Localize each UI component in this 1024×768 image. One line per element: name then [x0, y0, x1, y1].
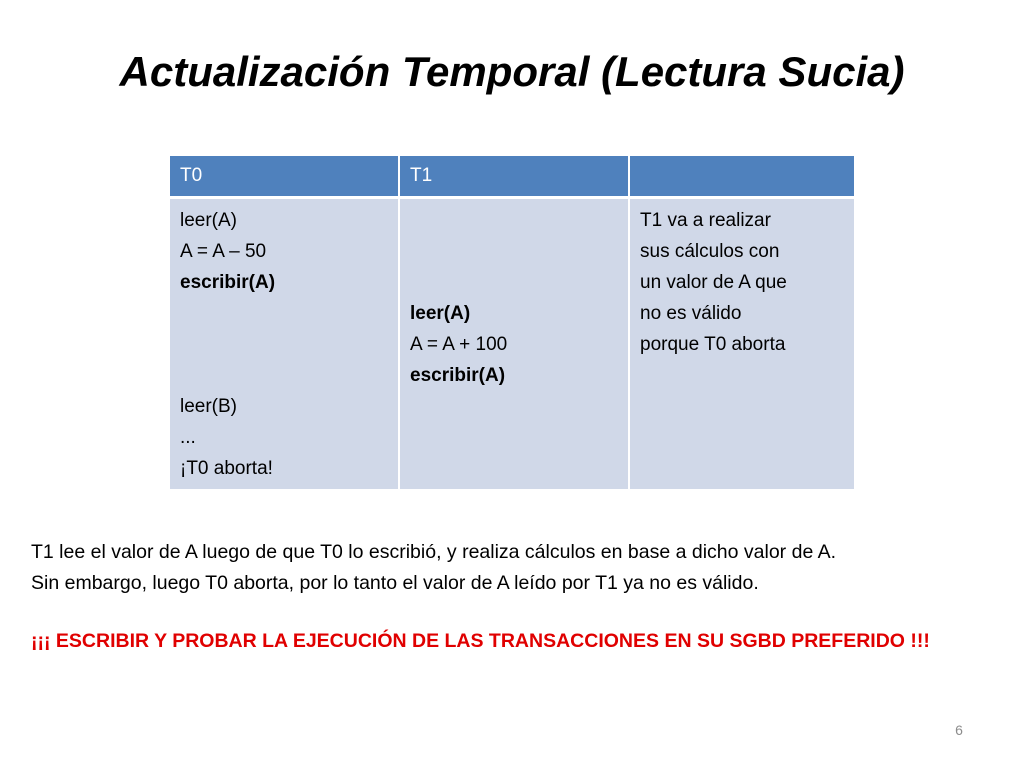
- header-notes: [630, 156, 854, 199]
- slide-title: Actualización Temporal (Lectura Sucia): [119, 48, 905, 95]
- header-t0: T0: [170, 156, 400, 199]
- note-cell: [630, 199, 854, 489]
- explanation-line-1: T1 lee el valor de A luego de que T0 lo escribió, y realiza cálculos en base a dicho valor de A.: [31, 541, 837, 563]
- note-line: porque T0 aborta: [640, 334, 786, 355]
- explanation-text: [31, 537, 1011, 599]
- note-line: sus cálculos con: [640, 241, 780, 262]
- t0-line: escribir(A): [180, 272, 276, 293]
- header-t1: T1: [400, 156, 630, 199]
- explanation-line-2: Sin embargo, luego T0 aborta, por lo tanto el valor de A leído por T1 ya no es válido.: [31, 572, 759, 594]
- t0-line: ...: [180, 427, 196, 448]
- note-line: no es válido: [640, 303, 742, 324]
- warning-text: ¡¡¡ ESCRIBIR Y PROBAR LA EJECUCIÓN DE LAS TRANSACCIONES EN SU SGBD PREFERIDO !!!: [31, 630, 930, 652]
- t0-line: leer(B): [180, 396, 238, 417]
- t1-line: A = A + 100: [410, 334, 508, 355]
- t1-gap: [410, 205, 628, 298]
- t0-line: A = A – 50: [180, 241, 267, 262]
- t0-cell: [170, 199, 400, 489]
- t0-gap: [180, 298, 398, 391]
- t1-cell: [400, 199, 630, 489]
- note-line: un valor de A que: [640, 272, 787, 293]
- t0-line: leer(A): [180, 210, 238, 231]
- t0-line: ¡T0 aborta!: [180, 458, 273, 479]
- table-row: [170, 199, 854, 489]
- table-header-row: [170, 156, 854, 199]
- t1-line: escribir(A): [410, 365, 506, 386]
- note-line: T1 va a realizar: [640, 210, 771, 231]
- t1-line: leer(A): [410, 303, 471, 324]
- transactions-table: [170, 156, 854, 489]
- page-number: 6: [955, 722, 963, 738]
